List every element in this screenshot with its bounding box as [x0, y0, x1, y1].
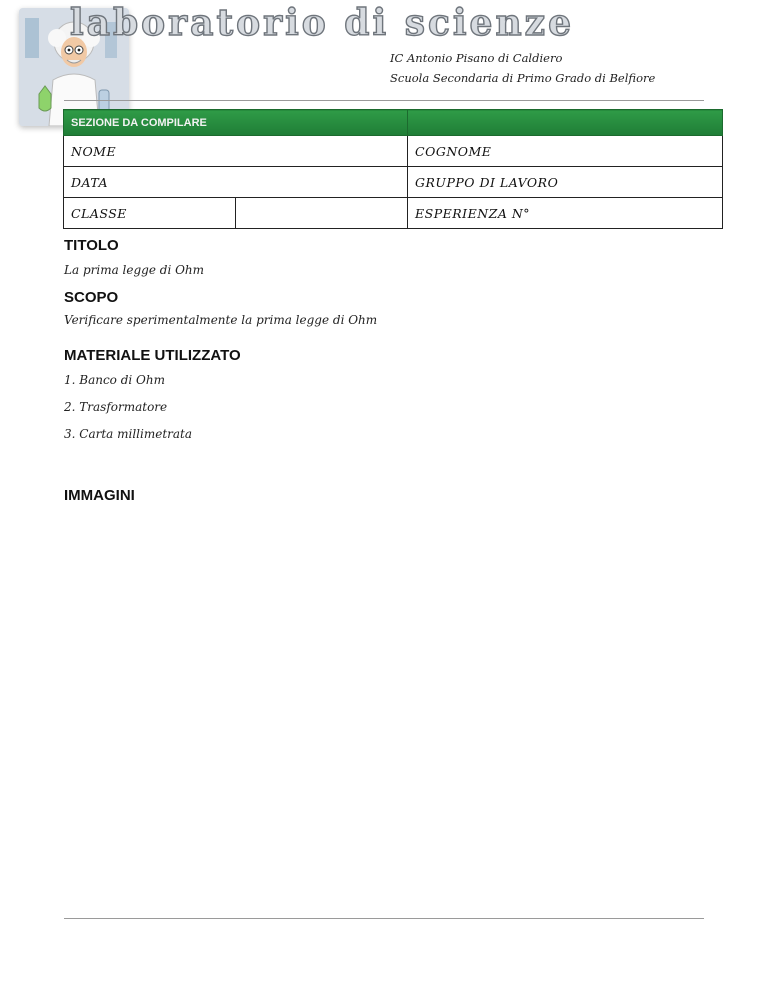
- table-header-row: [64, 110, 723, 136]
- list-item: 1. Banco di Ohm: [64, 373, 166, 387]
- footer-divider: [64, 918, 704, 919]
- titolo-heading: TITOLO: [64, 237, 119, 254]
- lab-title: laboratorio di scienze: [70, 2, 574, 44]
- scopo-heading: SCOPO: [64, 289, 119, 306]
- gruppo-field[interactable]: GRUPPO DI LAVORO: [408, 167, 723, 198]
- classe-label: CLASSE: [64, 198, 236, 229]
- table-row: [64, 167, 723, 198]
- school-name: IC Antonio Pisano di Caldiero: [390, 51, 563, 65]
- cognome-field[interactable]: COGNOME: [408, 136, 723, 167]
- materiale-heading: MATERIALE UTILIZZATO: [64, 347, 241, 364]
- student-info-table: [63, 109, 723, 229]
- table-header-cell-empty: [408, 110, 723, 136]
- scopo-text: Verificare sperimentalmente la prima legge di Ohm: [64, 313, 378, 327]
- school-subtitle: Scuola Secondaria di Primo Grado di Belfiore: [390, 71, 656, 85]
- esperienza-field[interactable]: ESPERIENZA N°: [408, 198, 723, 229]
- list-item: 3. Carta millimetrata: [64, 427, 193, 441]
- table-header-cell: SEZIONE DA COMPILARE: [64, 110, 408, 136]
- nome-field[interactable]: NOME: [64, 136, 408, 167]
- classe-field[interactable]: [236, 198, 408, 229]
- list-item: 2. Trasformatore: [64, 400, 168, 414]
- table-row: [64, 198, 723, 229]
- table-row: [64, 136, 723, 167]
- titolo-text: La prima legge di Ohm: [64, 263, 205, 277]
- header-divider: [64, 100, 704, 101]
- data-field[interactable]: DATA: [64, 167, 408, 198]
- immagini-heading: IMMAGINI: [64, 487, 135, 504]
